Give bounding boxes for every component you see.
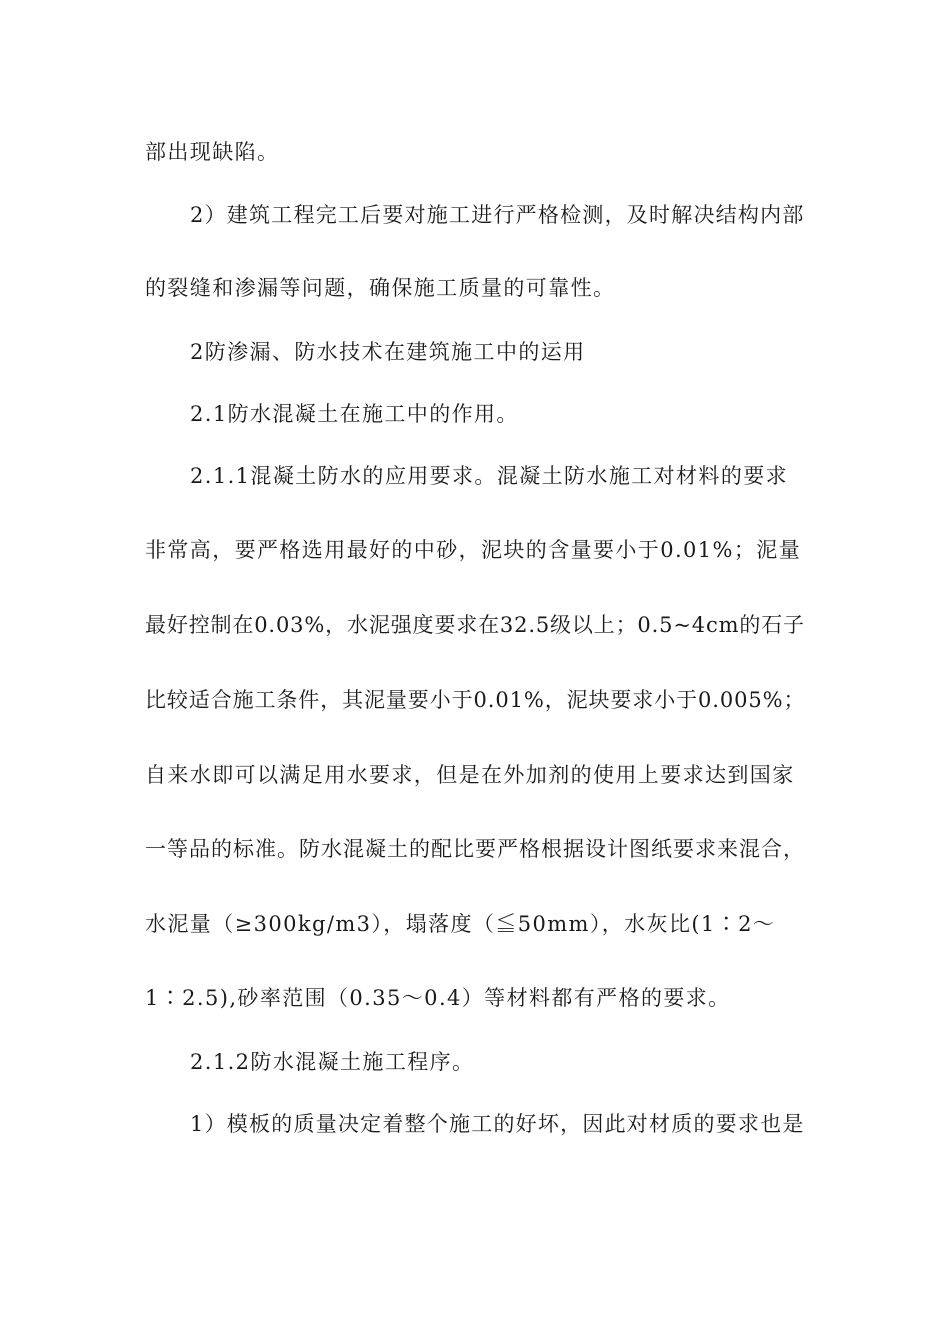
paragraph-line-12: 水泥量（≥300kg/m3），塌落度（≦50mm），水灰比(1∶2～ [145,912,776,936]
subsection-heading-2-1-2: 2.1.2防水混凝土施工程序。 [190,1050,475,1074]
paragraph-line-2: 2）建筑工程完工后要对施工进行严格检测，及时解决结构内部 [190,203,805,227]
section-heading-2: 2防渗漏、防水技术在建筑施工中的运用 [190,340,586,364]
paragraph-line-1: 部出现缺陷。 [145,140,280,164]
paragraph-line-6: 2.1.1混凝土防水的应用要求。混凝土防水施工对材料的要求 [190,464,789,488]
paragraph-line-15: 1）模板的质量决定着整个施工的好坏，因此对材质的要求也是 [190,1112,805,1136]
paragraph-line-9: 比较适合施工条件，其泥量要小于0.01%，泥块要求小于0.005%； [145,688,806,712]
paragraph-line-3: 的裂缝和渗漏等问题，确保施工质量的可靠性。 [145,276,616,300]
subsection-heading-2-1: 2.1防水混凝土在施工中的作用。 [190,402,519,426]
paragraph-line-13: 1∶2.5),砂率范围（0.35～0.4）等材料都有严格的要求。 [145,986,731,1010]
paragraph-line-8: 最好控制在0.03%，水泥强度要求在32.5级以上；0.5~4cm的石子 [145,613,805,637]
paragraph-line-11: 一等品的标准。防水混凝土的配比要严格根据设计图纸要求来混合， [145,837,805,861]
paragraph-line-10: 自来水即可以满足用水要求，但是在外加剂的使用上要求达到国家 [145,763,795,787]
paragraph-line-7: 非常高，要严格选用最好的中砂，泥块的含量要小于0.01%；泥量 [145,538,802,562]
